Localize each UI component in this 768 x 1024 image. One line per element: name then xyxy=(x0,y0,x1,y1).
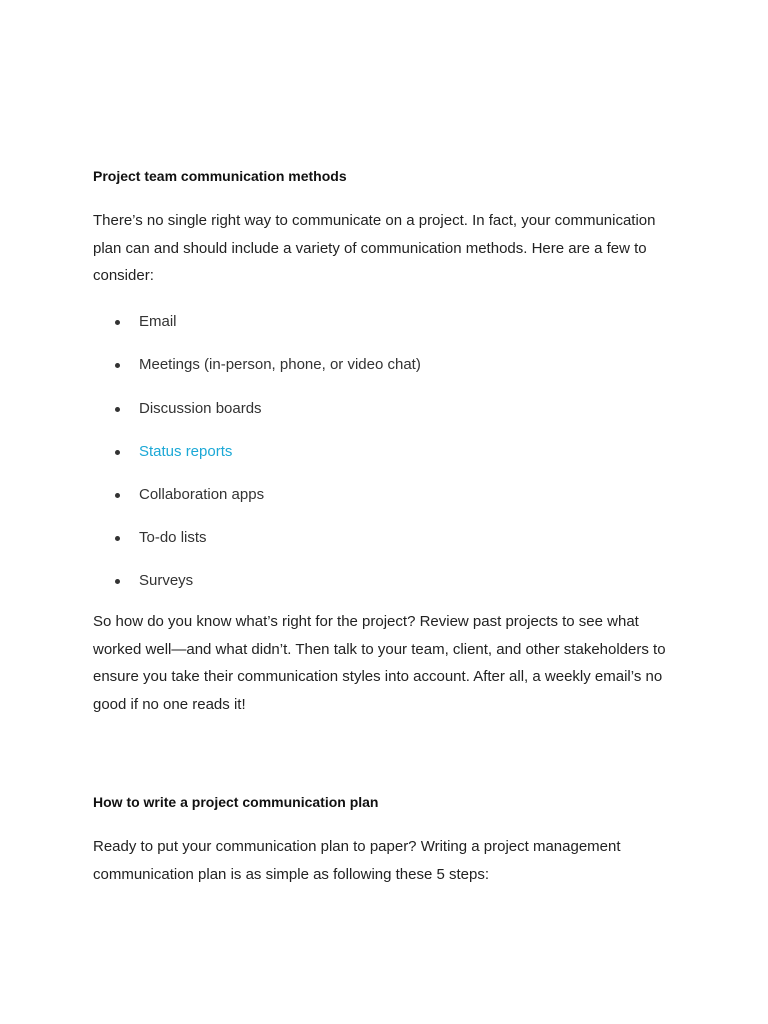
list-item-collaboration-apps xyxy=(0,485,600,505)
list-item-label: Discussion boards xyxy=(139,400,262,417)
section-heading-how-to-write-plan: How to write a project communication plan xyxy=(93,794,379,810)
bullet-icon xyxy=(115,536,120,541)
intro-paragraph: There’s no single right way to communicate on a project. In fact, your communication plan can and should include a variety of communication methods. Here are a few to consider: xyxy=(93,212,656,285)
list-item-email xyxy=(0,312,600,332)
list-item-label: Surveys xyxy=(139,572,194,589)
bullet-icon xyxy=(115,493,120,498)
list-item-discussion-boards xyxy=(0,399,600,419)
bullet-icon xyxy=(115,450,120,455)
list-item-label: Email xyxy=(139,313,177,330)
steps-intro-paragraph: Ready to put your communication plan to paper? Writing a project management communication plan is as simple as following these 5 steps: xyxy=(93,838,621,883)
bullet-icon xyxy=(115,320,120,325)
bullet-icon xyxy=(115,407,120,412)
list-item-label: Meetings (in-person, phone, or video chat) xyxy=(139,356,421,373)
list-item-status-reports xyxy=(0,442,600,462)
bullet-icon xyxy=(115,579,120,584)
status-reports-link[interactable]: Status reports xyxy=(139,443,233,460)
followup-paragraph: So how do you know what’s right for the project? Review past projects to see what worked well—and what didn’t. Then talk to your team, client, and other stakeholders to ensure you take their communication styles into account. After all, a weekly email’s no good if no one reads it! xyxy=(93,613,666,713)
bullet-icon xyxy=(115,363,120,368)
section-heading-communication-methods: Project team communication methods xyxy=(93,168,347,184)
list-item-todo-lists xyxy=(0,528,600,548)
list-item-label: Collaboration apps xyxy=(139,486,265,503)
list-item-label: To-do lists xyxy=(139,529,207,546)
list-item-surveys xyxy=(0,571,600,591)
list-item-meetings xyxy=(0,355,600,375)
